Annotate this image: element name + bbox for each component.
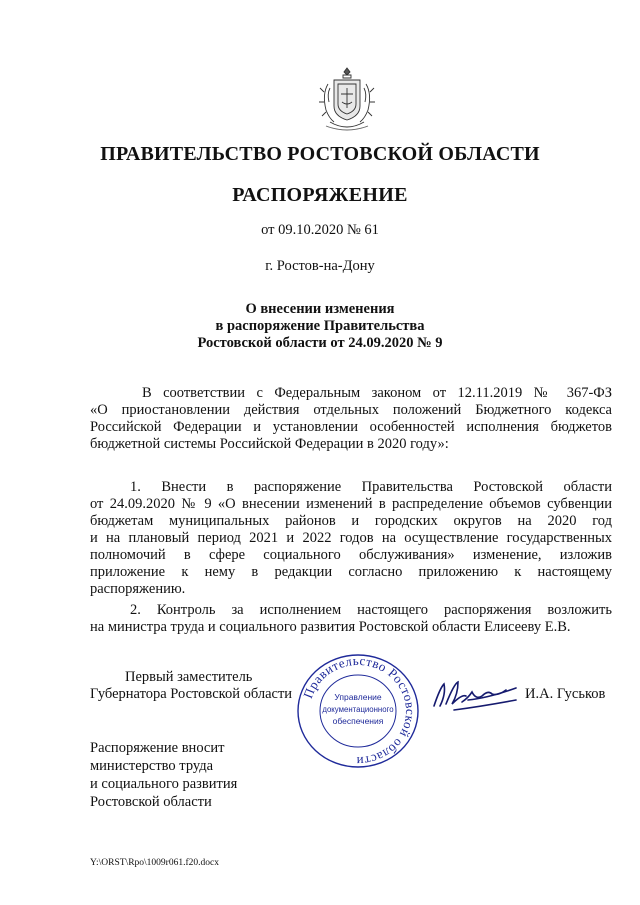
paragraph-line: бюджетам муниципальных районов и городских округов на 2020 год <box>90 513 612 529</box>
submitter-line: министерство труда <box>90 758 214 774</box>
coat-of-arms-emblem <box>316 62 378 134</box>
document-type: РАСПОРЯЖЕНИЕ <box>232 184 408 206</box>
subject-line: О внесении изменения <box>245 301 395 317</box>
submitter-line: и социального развития <box>90 776 238 792</box>
seal-ring-text: Правительство Ростовской области <box>300 652 419 770</box>
seal-center-line: Управление <box>334 692 382 702</box>
document-date-number: от 09.10.2020 № 61 <box>261 222 379 238</box>
preamble-paragraph <box>90 385 612 453</box>
position-line: Первый заместитель <box>125 669 253 685</box>
paragraph-line: и на плановый период 2021 и 2022 годов на осуществление государственных <box>90 530 612 546</box>
paragraph-line: распоряжению. <box>90 581 186 597</box>
paragraph-line: 2. Контроль за исполнением настоящего распоряжения возложить <box>130 602 612 618</box>
paragraph-line: на министра труда и социального развития Ростовской области Елисееву Е.В. <box>90 619 571 635</box>
item-2-paragraph <box>90 602 612 636</box>
paragraph-line: полномочий в сфере социального обслуживания» изменение, изложив <box>90 547 612 563</box>
submitter-line: Распоряжение вносит <box>90 740 225 756</box>
seal-stamp <box>296 652 420 770</box>
document-city: г. Ростов-на-Дону <box>265 258 375 274</box>
item-1-paragraph <box>90 479 612 598</box>
document-subject <box>0 301 640 352</box>
position-line: Губернатора Ростовской области <box>90 686 293 702</box>
paragraph-line: 1. Внести в распоряжение Правительства Ростовской области <box>130 479 612 495</box>
paragraph-line: от 24.09.2020 № 9 «О внесении изменений в распределение объемов субвенции <box>90 496 612 512</box>
subject-line: Ростовской области от 24.09.2020 № 9 <box>197 335 443 351</box>
submitter-block <box>90 739 237 811</box>
seal-center-line: обеспечения <box>332 716 384 726</box>
seal-center-line: документационного <box>322 705 394 714</box>
paragraph-line: «О приостановлении действия отдельных положений Бюджетного кодекса <box>90 402 612 418</box>
paragraph-line: бюджетной системы Российской Федерации в 2020 году»: <box>90 436 449 452</box>
subject-line: в распоряжение Правительства <box>215 318 425 334</box>
paragraph-line: В соответствии с Федеральным законом от 12.11.2019 № 367-ФЗ <box>142 385 612 401</box>
signatory-name: И.А. Гуськов <box>525 686 606 702</box>
file-path-footer: Y:\ORST\Rpo\1009r061.f20.docx <box>90 858 219 868</box>
handwritten-signature <box>428 676 524 716</box>
submitter-line: Ростовской области <box>90 794 212 810</box>
paragraph-line: приложение к нему в редакции согласно приложению к настоящему <box>90 564 612 580</box>
paragraph-line: Российской Федерации и установлении особенностей исполнения бюджетов <box>90 419 612 435</box>
signatory-position <box>90 669 292 703</box>
government-title: ПРАВИТЕЛЬСТВО РОСТОВСКОЙ ОБЛАСТИ <box>100 143 540 165</box>
